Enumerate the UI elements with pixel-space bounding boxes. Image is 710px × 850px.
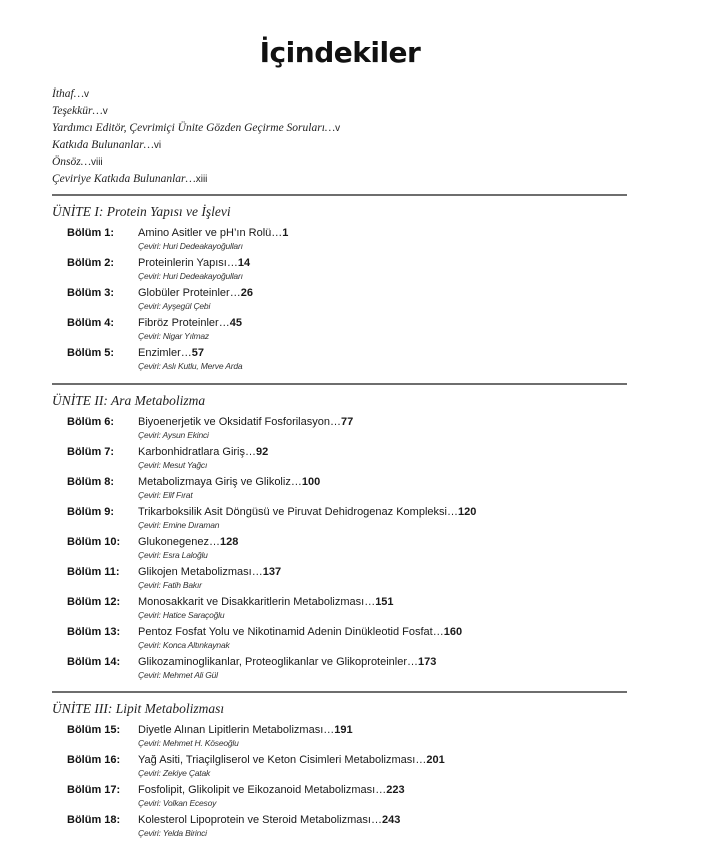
chapter-page: 45 <box>229 317 242 329</box>
chapter-row[interactable] <box>52 346 627 376</box>
chapter-title: Diyetle Alınan Lipitlerin Metabolizması…191 <box>138 724 353 736</box>
chapter-page: 100 <box>301 476 321 488</box>
chapter-label: Bölüm 13: <box>67 626 121 638</box>
chapter-label: Bölüm 15: <box>67 724 121 736</box>
chapter-page: 57 <box>191 347 205 359</box>
unit-1-section <box>52 194 627 376</box>
chapter-title: Metabolizmaya Giriş ve Glikoliz…100 <box>138 476 321 488</box>
chapter-label: Bölüm 14: <box>67 656 121 668</box>
front-matter-page: viii <box>90 157 103 168</box>
unit-3-section <box>52 691 627 843</box>
chapter-row[interactable] <box>52 475 627 505</box>
chapter-translator: Çeviri: Zekiye Çatak <box>138 768 211 778</box>
chapter-translator: Çeviri: Mesut Yağcı <box>138 460 208 470</box>
chapter-label: Bölüm 3: <box>67 287 115 299</box>
front-matter-list <box>52 86 340 188</box>
chapter-page: 120 <box>457 506 477 518</box>
front-matter-page: v <box>83 89 89 100</box>
chapter-row[interactable] <box>52 783 627 813</box>
front-matter-label: Çeviriye Katkıda Bulunanlar… <box>52 173 196 185</box>
page-title: İçindekiler <box>259 36 421 69</box>
chapter-translator: Çeviri: Ayşegül Çebi <box>138 301 211 311</box>
chapter-label: Bölüm 9: <box>67 506 115 518</box>
unit-title: ÜNİTE III: Lipit Metabolizması <box>52 701 225 716</box>
front-matter-label: Teşekkür… <box>52 105 103 117</box>
front-matter-item[interactable] <box>52 120 340 137</box>
chapter-row[interactable] <box>52 445 627 475</box>
front-matter-label: Katkıda Bulunanlar… <box>52 139 154 151</box>
chapter-list <box>52 723 627 843</box>
chapter-title: Pentoz Fosfat Yolu ve Nikotinamid Adenin Dinükleotid Fosfat…160 <box>138 626 463 638</box>
chapter-page: 26 <box>240 287 253 299</box>
unit-divider <box>52 691 627 693</box>
chapter-label: Bölüm 5: <box>67 347 115 359</box>
chapter-translator: Çeviri: Huri Dedeakayoğulları <box>138 241 243 251</box>
chapter-translator: Çeviri: Aslı Kutlu, Merve Arda <box>138 361 243 371</box>
chapter-page: 160 <box>443 626 463 638</box>
chapter-translator: Çeviri: Fatih Bakır <box>138 580 202 590</box>
unit-2-section <box>52 383 627 685</box>
chapter-translator: Çeviri: Mehmet H. Köseoğlu <box>138 738 239 748</box>
unit-title: ÜNİTE I: Protein Yapısı ve İşlevi <box>52 204 231 219</box>
chapter-list <box>52 226 627 376</box>
chapter-title: Biyoenerjetik ve Oksidatif Fosforilasyon…77 <box>138 416 354 428</box>
chapter-translator: Çeviri: Aysun Ekinci <box>138 430 209 440</box>
front-matter-item[interactable] <box>52 86 340 103</box>
chapter-label: Bölüm 6: <box>67 416 115 428</box>
chapter-page: 77 <box>340 416 354 428</box>
chapter-title: Fibröz Proteinler…45 <box>138 317 242 329</box>
chapter-title: Kolesterol Lipoprotein ve Steroid Metabolizması…243 <box>138 814 401 826</box>
chapter-translator: Çeviri: Elif Fırat <box>138 490 193 500</box>
front-matter-page: vi <box>153 140 162 151</box>
chapter-page: 92 <box>256 446 269 458</box>
chapter-translator: Çeviri: Yelda Birinci <box>138 828 207 838</box>
chapter-row[interactable] <box>52 625 627 655</box>
chapter-page: 1 <box>282 227 289 239</box>
chapter-label: Bölüm 2: <box>67 257 115 269</box>
chapter-title: Proteinlerin Yapısı…14 <box>138 257 251 269</box>
chapter-page: 151 <box>375 596 394 608</box>
chapter-title: Monosakkarit ve Disakkaritlerin Metabolizması…151 <box>138 596 394 608</box>
chapter-label: Bölüm 18: <box>67 814 121 826</box>
front-matter-label: İthaf… <box>52 88 84 100</box>
chapter-translator: Çeviri: Huri Dedeakayoğulları <box>138 271 243 281</box>
chapter-translator: Çeviri: Nigar Yılmaz <box>138 331 209 341</box>
chapter-translator: Çeviri: Mehmet Ali Gül <box>138 670 218 680</box>
front-matter-item[interactable] <box>52 137 340 154</box>
chapter-page: 243 <box>381 814 401 826</box>
chapter-page: 223 <box>386 784 405 796</box>
chapter-title: Amino Asitler ve pH’ın Rolü…1 <box>138 227 289 239</box>
chapter-label: Bölüm 16: <box>67 754 121 766</box>
chapter-title: Globüler Proteinler…26 <box>138 287 253 299</box>
front-matter-label: Yardımcı Editör, Çevrimiçi Ünite Gözden Geçirme Soruları… <box>52 122 336 134</box>
chapter-row[interactable] <box>52 723 627 753</box>
front-matter-label: Önsöz… <box>52 156 91 168</box>
chapter-label: Bölüm 10: <box>67 536 121 548</box>
chapter-page: 137 <box>262 566 282 578</box>
chapter-page: 173 <box>418 656 437 668</box>
chapter-title: Karbonhidratlara Giriş…92 <box>138 446 269 458</box>
chapter-row[interactable] <box>52 595 627 625</box>
chapter-label: Bölüm 17: <box>67 784 121 796</box>
chapter-label: Bölüm 11: <box>67 566 120 578</box>
chapter-label: Bölüm 7: <box>67 446 115 458</box>
chapter-label: Bölüm 8: <box>67 476 115 488</box>
chapter-label: Bölüm 4: <box>67 317 115 329</box>
chapter-row[interactable] <box>52 565 627 595</box>
front-matter-item[interactable] <box>52 171 340 188</box>
front-matter-page: v <box>335 123 341 134</box>
chapter-row[interactable] <box>52 316 627 346</box>
chapter-row[interactable] <box>52 753 627 783</box>
front-matter-page: v <box>102 106 108 117</box>
chapter-translator: Çeviri: Volkan Ecesoy <box>138 798 217 808</box>
unit-divider <box>52 383 627 385</box>
chapter-row[interactable] <box>52 655 627 685</box>
front-matter-page: xiii <box>195 174 208 185</box>
chapter-row[interactable] <box>52 256 627 286</box>
chapter-title: Trikarboksilik Asit Döngüsü ve Piruvat Dehidrogenaz Kompleksi…120 <box>138 506 477 518</box>
chapter-translator: Çeviri: Esra Laloğlu <box>138 550 208 560</box>
chapter-page: 201 <box>426 754 445 766</box>
chapter-translator: Çeviri: Emine Dıraman <box>138 520 220 530</box>
chapter-row[interactable] <box>52 535 627 565</box>
front-matter-item[interactable] <box>52 103 340 120</box>
chapter-title: Glikozaminoglikanlar, Proteoglikanlar ve Glikoproteinler…173 <box>138 656 437 668</box>
chapter-title: Fosfolipit, Glikolipit ve Eikozanoid Metabolizması…223 <box>138 784 405 796</box>
front-matter-item[interactable] <box>52 154 340 171</box>
chapter-row[interactable] <box>52 813 627 843</box>
chapter-title: Glukonegenez…128 <box>138 536 239 548</box>
chapter-page: 14 <box>237 257 251 269</box>
chapter-row[interactable] <box>52 286 627 316</box>
unit-title: ÜNİTE II: Ara Metabolizma <box>52 393 206 408</box>
chapter-row[interactable] <box>52 415 627 445</box>
chapter-title: Glikojen Metabolizması…137 <box>138 566 282 578</box>
chapter-list <box>52 415 627 685</box>
chapter-page: 191 <box>334 724 353 736</box>
unit-divider <box>52 194 627 196</box>
chapter-row[interactable] <box>52 505 627 535</box>
chapter-row[interactable] <box>52 226 627 256</box>
chapter-label: Bölüm 12: <box>67 596 121 608</box>
chapter-label: Bölüm 1: <box>67 227 115 239</box>
chapter-title: Enzimler…57 <box>138 347 205 359</box>
chapter-page: 128 <box>219 536 239 548</box>
chapter-translator: Çeviri: Hatice Saraçoğlu <box>138 610 225 620</box>
chapter-title: Yağ Asiti, Triaçilgliserol ve Keton Cisimleri Metabolizması…201 <box>138 754 445 766</box>
chapter-translator: Çeviri: Konca Altınkaynak <box>138 640 230 650</box>
